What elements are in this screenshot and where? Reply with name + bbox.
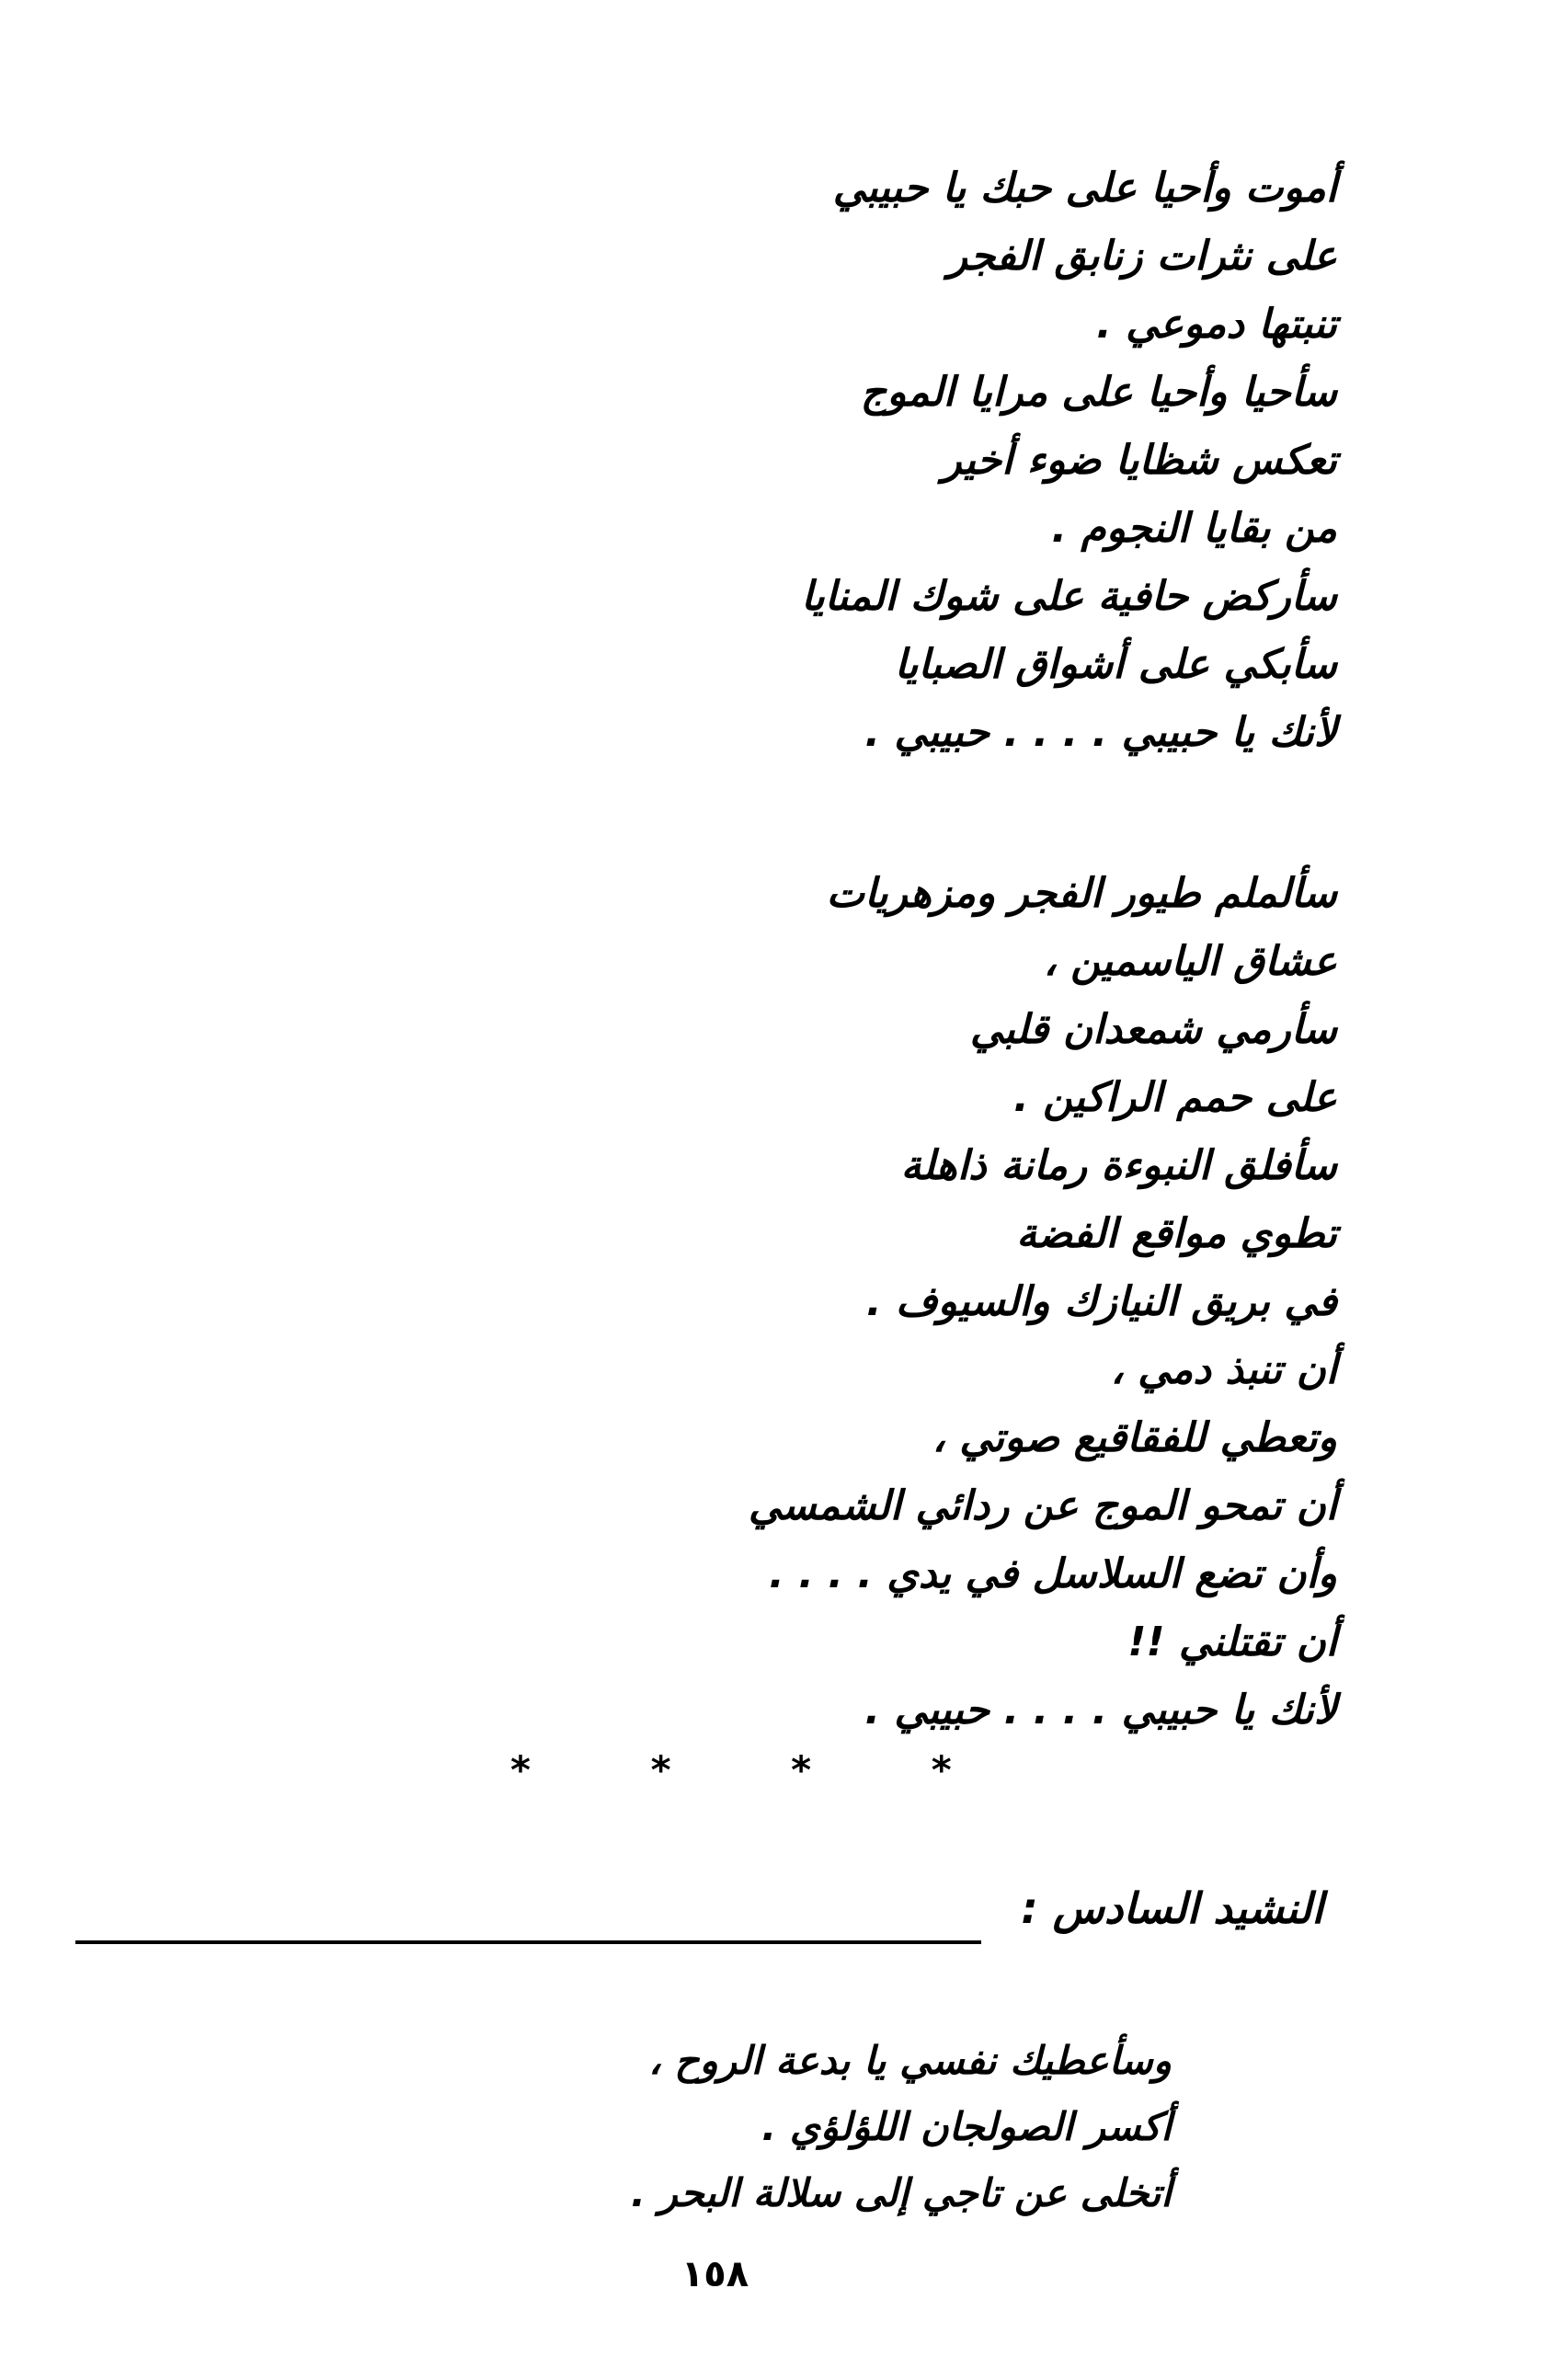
poem-stanza-2 — [749, 860, 1337, 1745]
section-separator-stars: * * * * — [510, 1747, 1005, 1792]
section-heading: النشيد السادس : — [1021, 1883, 1323, 1933]
poem-line: أموت وأحيا على حبك يا حبيبي — [832, 165, 1337, 212]
poem-line: أن تنبذ دمي ، — [1110, 1346, 1337, 1393]
poem-line: في بريق النيازك والسيوف . — [865, 1278, 1337, 1325]
poem-line: لأنك يا حبيبي . . . . حبيبي . — [864, 709, 1337, 756]
poem-line: تنبتها دموعي . — [1096, 301, 1337, 348]
poem-line: أن تقتلني !! — [1127, 1619, 1337, 1665]
heading-underline-rule — [75, 1940, 981, 1944]
poem-line: أتخلى عن تاجي إلى سلالة البحر . — [630, 2170, 1172, 2215]
poem-line: من بقايا النجوم . — [1051, 505, 1337, 552]
poem-line: أن تمحو الموج عن ردائي الشمسي — [748, 1482, 1337, 1529]
poem-line: سأفلق النبوءة رمانة ذاهلة — [900, 1142, 1337, 1189]
poem-line: سأحيا وأحيا على مرايا الموج — [860, 369, 1337, 416]
poem-stanza-1 — [801, 154, 1337, 767]
poem-line: على حمم الراكين . — [1013, 1074, 1337, 1121]
poem-line: تعكس شظايا ضوء أخير — [942, 437, 1337, 484]
poem-line: تطوي مواقع الفضة — [1016, 1210, 1337, 1257]
poem-line: سألملم طيور الفجر ومزهريات — [826, 870, 1337, 917]
poem-line: أكسر الصولجان اللؤلؤي . — [761, 2104, 1172, 2149]
poem-line: سأبكي على أشواق الصبايا — [894, 641, 1337, 688]
poem-line: على نثرات زنابق الفجر — [947, 233, 1337, 280]
poem-line: وأن تضع السلاسل في يدي . . . . — [769, 1550, 1337, 1597]
page-number: ١٥٨ — [681, 2253, 749, 2295]
poem-line: وسأعطيك نفسي يا بدعة الروح ، — [648, 2038, 1172, 2083]
poem-line: سأركض حافية على شوك المنايا — [801, 573, 1337, 620]
poem-line: لأنك يا حبيبي . . . . حبيبي . — [864, 1687, 1337, 1734]
poem-line: عشاق الياسمين ، — [1043, 938, 1337, 985]
poem-stanza-3 — [631, 2028, 1172, 2226]
poem-line: وتعطي للفقاقيع صوتي ، — [932, 1414, 1337, 1461]
poem-line: سأرمي شمعدان قلبي — [969, 1006, 1337, 1053]
